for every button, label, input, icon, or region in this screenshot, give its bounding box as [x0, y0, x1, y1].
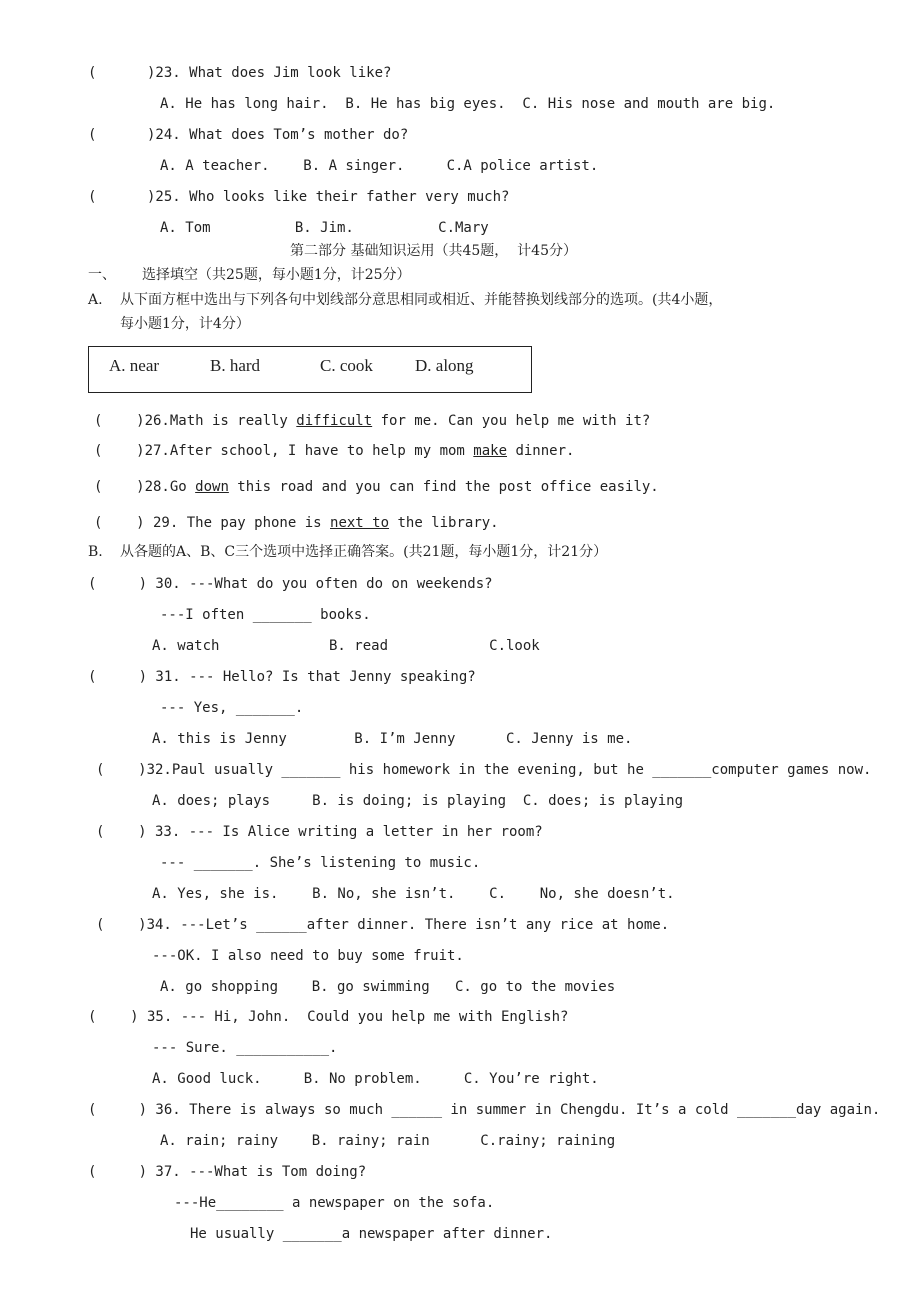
q30-answer: ---I often _______ books.: [160, 607, 371, 623]
q26-underlined: difficult: [296, 413, 373, 429]
q37-answer-1: ---He________ a newspaper on the sofa.: [174, 1195, 495, 1211]
q23-stem: ( )23. What does Jim look like?: [88, 65, 392, 81]
q23-options: A. He has long hair. B. He has big eyes. C. His nose and mouth are big.: [160, 96, 776, 112]
q37-stem: ( ) 37. ---What is Tom doing?: [88, 1164, 367, 1180]
sectionB-number: B.: [88, 544, 103, 560]
sectionA-number: A.: [88, 292, 103, 308]
q24-stem: ( )24. What does Tom’s mother do?: [88, 127, 409, 143]
q29-underlined: next to: [330, 515, 390, 531]
q30-options: A. watch B. read C.look: [152, 638, 540, 654]
q32-options: A. does; plays B. is doing; is playing C. does; is playing: [152, 793, 684, 809]
q26: ( )26.Math is really difficult for me. Can you help me with it?: [94, 413, 651, 429]
word-option-c: C. cook: [320, 356, 373, 375]
sectionA-instruction-line2: 每小题1分，计4分）: [120, 316, 250, 332]
q25-stem: ( )25. Who looks like their father very much?: [88, 189, 510, 205]
q31-stem: ( ) 31. --- Hello? Is that Jenny speaking?: [88, 669, 476, 685]
q36-stem: ( ) 36. There is always so much ______ in summer in Chengdu. It’s a cold _______day again.: [88, 1102, 881, 1118]
q33-stem: ( ) 33. --- Is Alice writing a letter in her room?: [96, 824, 543, 840]
q27: ( )27.After school, I have to help my mom make dinner.: [94, 443, 575, 459]
q33-answer: --- _______. She’s listening to music.: [160, 855, 481, 871]
q32-stem: ( )32.Paul usually _______ his homework in the evening, but he _______computer games now.: [96, 762, 872, 778]
sectionA-instruction-line1: 从下面方框中选出与下列各句中划线部分意思相同或相近、并能替换划线部分的选项。(共4小题，: [120, 292, 723, 308]
q31-answer: --- Yes, _______.: [160, 700, 304, 716]
word-option-d: D. along: [415, 356, 474, 375]
q35-stem: ( ) 35. --- Hi, John. Could you help me with English?: [88, 1009, 569, 1025]
q37-answer-2: He usually _______a newspaper after dinner.: [190, 1226, 553, 1242]
q34-options: A. go shopping B. go swimming C. go to the movies: [160, 979, 616, 995]
section1-number: 一、: [88, 267, 116, 283]
q31-options: A. this is Jenny B. I’m Jenny C. Jenny is me.: [152, 731, 633, 747]
q25-options: A. Tom B. Jim. C.Mary: [160, 220, 489, 236]
word-option-a: A. near: [109, 356, 160, 375]
q34-answer: ---OK. I also need to buy some fruit.: [152, 948, 464, 964]
section1-title: 选择填空（共25题，每小题1分，计25分）: [142, 267, 411, 283]
q33-options: A. Yes, she is. B. No, she isn’t. C. No, she doesn’t.: [152, 886, 675, 902]
q36-options: A. rain; rainy B. rainy; rain C.rainy; raining: [160, 1133, 616, 1149]
q27-underlined: make: [473, 443, 508, 459]
q29: ( ) 29. The pay phone is next to the library.: [94, 515, 499, 531]
q30-stem: ( ) 30. ---What do you often do on weekends?: [88, 576, 493, 592]
q35-options: A. Good luck. B. No problem. C. You’re right.: [152, 1071, 599, 1087]
q28: ( )28.Go down this road and you can find the post office easily.: [94, 479, 659, 495]
part2-title: 第二部分 基础知识运用（共45题， 计45分）: [290, 243, 577, 259]
q35-answer: --- Sure. ___________.: [152, 1040, 338, 1056]
sectionB-instruction: 从各题的A、B、C三个选项中选择正确答案。(共21题，每小题1分，计21分）: [120, 544, 608, 560]
q24-options: A. A teacher. B. A singer. C.A police artist.: [160, 158, 599, 174]
q34-stem: ( )34. ---Let’s ______after dinner. There isn’t any rice at home.: [96, 917, 670, 933]
q28-underlined: down: [195, 479, 229, 495]
word-option-b: B. hard: [210, 356, 261, 375]
